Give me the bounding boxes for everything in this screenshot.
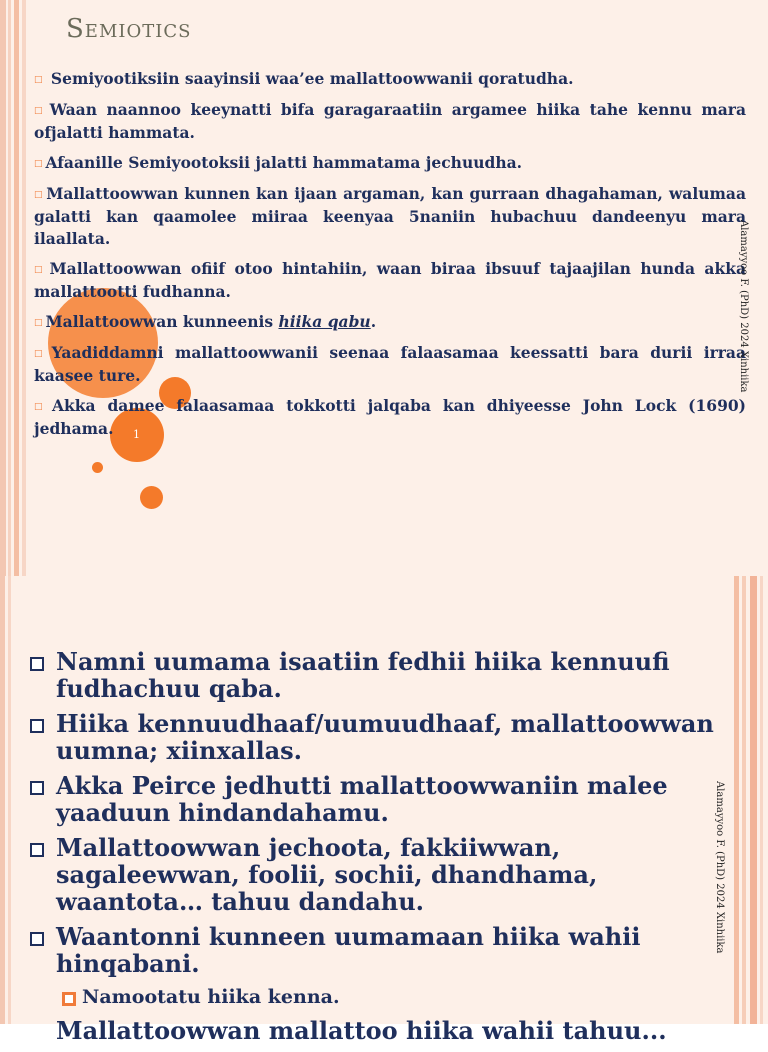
stripe xyxy=(760,576,763,1024)
author-footer: Alamayyoo F. (PhD) 2024 Xinhiika xyxy=(714,781,725,954)
bullet-box-icon xyxy=(30,932,44,946)
stripe xyxy=(0,0,6,576)
stripe xyxy=(750,576,757,1024)
bullet-item-partial: Mallattoowwan mallattoo hiika wahii tahuu... xyxy=(56,1016,667,1045)
stripe xyxy=(14,0,19,576)
bullet-item: □ Mallattoowwan ofiif otoo hintahiin, waan biraa ibsuuf tajaajilan hunda akka mallattootti fudhanna. xyxy=(34,259,746,301)
bullet-item: Namni uumama isaatiin fedhii hiika kennuufi fudhachuu qaba. xyxy=(30,648,720,702)
bullet-box-icon xyxy=(30,657,44,671)
bullet-item: □ Akka damee falaasamaa tokkotti jalqaba kan dhiyeesse John Lock (1690) jedhama. xyxy=(34,396,746,438)
decor-circle xyxy=(140,486,163,509)
bullet-item: □ Mallattoowwan kunnen kan ijaan argaman, kan gurraan dhagahaman, walumaa galatti kan qaamolee miiraa keenyaa 5naniin hubachuu dandeenyu mara ilaallata. xyxy=(34,184,746,248)
bullet-item: Akka Peirce jedhutti mallattoowwaniin malee yaaduun hindandahamu. xyxy=(30,772,720,826)
slide-2 xyxy=(0,576,768,1045)
bullet-square-icon: □ xyxy=(34,159,43,169)
bullet-square-icon: □ xyxy=(34,318,43,328)
bullet-item: □ Waan naannoo keeynatti bifa garagaraatiin argamee hiika tahe kennu mara ofjalatti hammata. xyxy=(34,100,746,142)
bullet-item: □ Afaanille Semiyootoksii jalatti hammatama jechuudha. xyxy=(34,153,523,172)
bullet-item: Waantonni kunneen uumamaan hiika wahii hinqabani. xyxy=(30,923,720,977)
slide-1-body xyxy=(34,68,746,448)
bullet-item: Mallattoowwan jechoota, fakkiiwwan, sagaleewwan, foolii, sochii, dhandhama, waantota… tahuu dandahu. xyxy=(30,834,720,915)
sub-bullet-icon xyxy=(62,992,76,1006)
stripe xyxy=(742,576,746,1024)
sub-bullet-item: Namootatu hiika kenna. xyxy=(30,985,720,1009)
bullet-item: □ Yaadiddamni mallattoowwanii seenaa falaasamaa keessatti bara durii irraa kaasee ture. xyxy=(34,343,746,385)
author-footer: Alamayyoo F. (PhD) 2024 Xinhiika xyxy=(738,220,749,393)
decor-circle-small xyxy=(92,462,103,473)
slide-2-body xyxy=(30,648,720,1052)
bullet-item: □ Semiyootiksiin saayinsii waa’ee mallattoowwanii qoratudha. xyxy=(34,69,574,88)
bullet-square-icon: □ xyxy=(34,349,49,359)
bullet-square-icon: □ xyxy=(34,190,44,200)
stripe xyxy=(22,0,26,576)
bullet-square-icon: □ xyxy=(34,106,47,116)
bullet-item: □ Mallattoowwan kunneenis hiika qabu. xyxy=(34,312,377,331)
bullet-square-icon: □ xyxy=(34,75,43,85)
stripe xyxy=(0,576,5,1024)
stripe xyxy=(8,576,11,1024)
stripe xyxy=(8,0,11,576)
bullet-box-icon xyxy=(30,843,44,857)
page-number: 1 xyxy=(133,428,140,441)
bullet-square-icon: □ xyxy=(34,265,47,275)
bullet-box-icon xyxy=(30,719,44,733)
hiika-qabu-link[interactable]: hiika qabu xyxy=(278,312,371,331)
bullet-box-icon xyxy=(30,781,44,795)
bullet-square-icon: □ xyxy=(34,402,50,412)
bullet-item: Hiika kennuudhaaf/uumuudhaaf, mallattoowwan uumna; xiinxallas. xyxy=(30,710,720,764)
slide-title: Semiotics xyxy=(66,14,192,44)
stripe xyxy=(734,576,739,1024)
